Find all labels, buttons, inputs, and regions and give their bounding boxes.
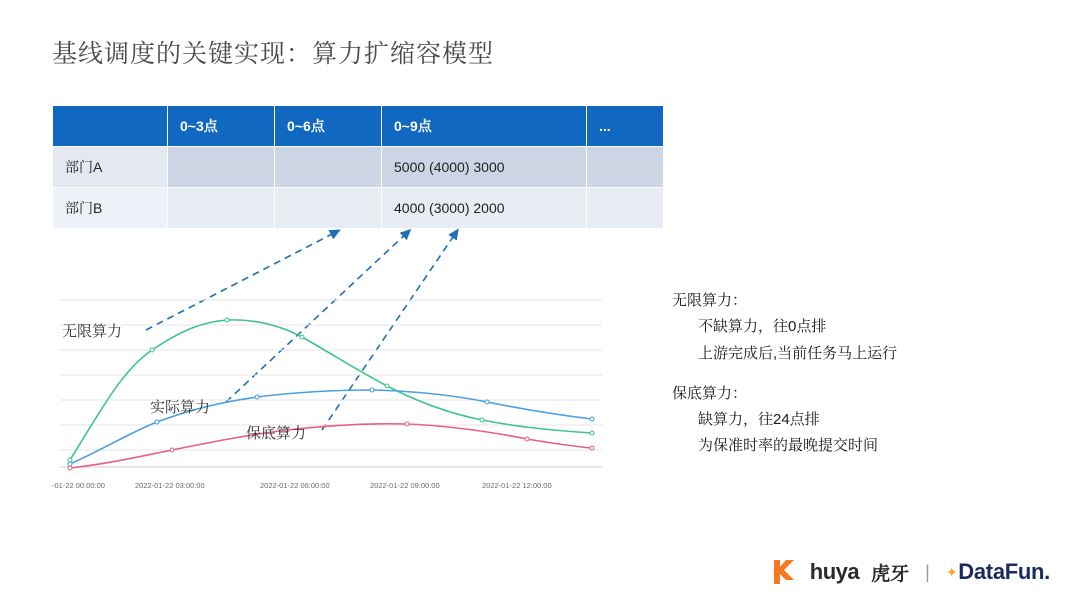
table-cell-more [587, 147, 664, 188]
table-row [53, 147, 664, 188]
table-header-cell-3: 0~9点 [382, 106, 587, 147]
table-row [53, 188, 664, 229]
table-header-cell-1: 0~3点 [168, 106, 275, 147]
chart-xtick-1: 2022-01-22 03:00:00 [135, 481, 205, 490]
table-header-cell-2: 0~6点 [275, 106, 382, 147]
huya-wordmark-cn: 虎牙 [871, 563, 910, 585]
table-header-cell-0 [53, 106, 168, 147]
capacity-chart [52, 292, 610, 507]
table-cell-0-6 [275, 147, 382, 188]
table-cell-more [587, 188, 664, 229]
note-base-head: 保底算力： [672, 384, 748, 402]
capacity-chart-svg [52, 292, 610, 507]
chart-series-base [68, 422, 594, 470]
note-infinite-head: 无限算力： [672, 292, 748, 309]
chart-gridlines [60, 300, 602, 467]
sparkle-icon: ✦ [945, 563, 958, 580]
table-cell-0-9: 5000 (4000) 3000 [382, 147, 587, 188]
note-infinite-line-2: 上游完成后,当前任务马上运行 [698, 344, 898, 362]
chart-xtick-0: -01-22 00:00:00 [52, 481, 105, 490]
page-title: 基线调度的关键实现：算力扩缩容模型 [52, 40, 495, 68]
table-header-row [53, 106, 664, 147]
note-base-line-1: 缺算力，往24点排 [698, 411, 820, 428]
table-header-cell-4: ... [587, 106, 664, 147]
note-infinite-line-1: 不缺算力，往0点排 [698, 318, 827, 336]
datafun-wordmark: DataFun. [958, 559, 1050, 584]
huya-logo-icon [772, 558, 798, 586]
chart-annotation-infinite: 无限算力 [62, 323, 123, 340]
table-cell-dept-label: 部门A [53, 147, 168, 188]
chart-xtick-4: 2022-01-22 12:00:00 [482, 481, 552, 490]
table-cell-0-3 [168, 147, 275, 188]
chart-xtick-2: 2022-01-22 06:00:00 [260, 481, 330, 490]
quota-table [52, 105, 664, 229]
notes-panel [672, 288, 897, 460]
chart-annotation-base: 保底算力 [246, 425, 307, 442]
footer-logos [772, 558, 1050, 586]
quota-table-container [52, 105, 664, 229]
table-cell-dept-label: 部门B [53, 188, 168, 229]
table-cell-0-6 [275, 188, 382, 229]
table-cell-0-3 [168, 188, 275, 229]
note-base-line-2: 为保准时率的最晚提交时间 [698, 437, 879, 455]
chart-xtick-3: 2022-01-22 09:00:00 [370, 481, 440, 490]
huya-wordmark-en: huya [809, 559, 860, 584]
chart-series-infinite [68, 318, 594, 462]
table-cell-0-9: 4000 (3000) 2000 [382, 188, 587, 229]
logo-divider: | [925, 561, 930, 582]
datafun-logo [946, 559, 1050, 585]
chart-annotation-actual: 实际算力 [150, 399, 211, 416]
